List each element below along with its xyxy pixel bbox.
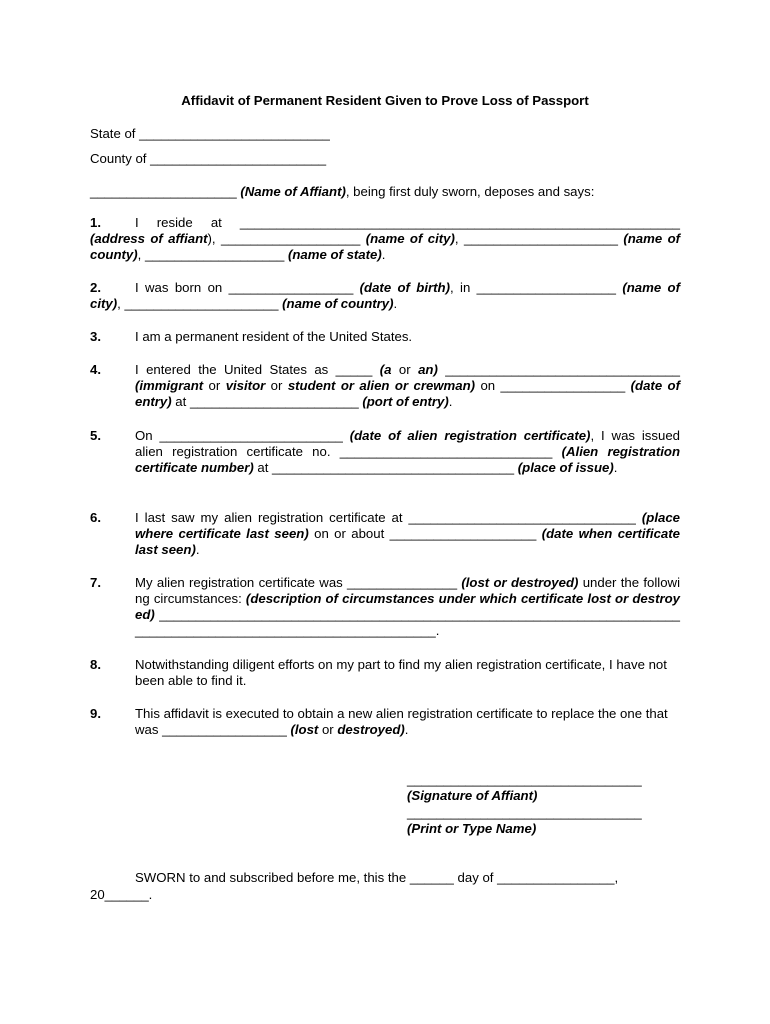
item-text-segment: or xyxy=(203,378,226,393)
item-text-segment: or xyxy=(391,362,419,377)
item-4-text xyxy=(135,362,680,410)
affiant-name-label: (Name of Affiant) xyxy=(240,184,346,199)
item-text-segment: under the following circumstances: xyxy=(135,575,681,606)
item-2-text xyxy=(90,280,680,312)
item-3-text xyxy=(135,329,680,345)
field-label: (date when certificate last seen) xyxy=(135,526,680,557)
item-9-text xyxy=(135,706,680,738)
item-number: 9. xyxy=(90,706,101,721)
field-label: (date of birth) xyxy=(359,280,450,295)
field-label: (port of entry) xyxy=(362,394,449,409)
field-label: destroyed) xyxy=(337,722,405,737)
county-line: County of ________________________ xyxy=(90,151,327,166)
item-text-segment: I am a permanent resident of the United States. xyxy=(135,329,413,344)
item-text-segment: . xyxy=(448,394,453,409)
item-text-segment: . xyxy=(393,296,398,311)
item-1-text xyxy=(90,215,680,263)
item-number: 1. xyxy=(90,215,101,230)
affiant-name-blank: ____________________ xyxy=(90,184,241,199)
item-text-segment: ________________________________________________________________________________________________________________. xyxy=(135,607,680,638)
item-number: 7. xyxy=(90,575,101,590)
field-label: (name of state) xyxy=(287,247,382,262)
item-text-segment: My alien registration certificate was _______________ xyxy=(135,575,462,590)
item-text-segment: or xyxy=(265,378,288,393)
item-text-segment: Notwithstanding diligent efforts on my part to find my alien registration certificate, I have not been able to find it. xyxy=(135,657,667,688)
item-text-segment: . xyxy=(381,247,386,262)
item-text-segment: On _________________________ xyxy=(135,428,350,443)
intro-text: , being first duly sworn, deposes and says: xyxy=(345,184,595,199)
item-number: 2. xyxy=(90,280,101,295)
field-label: (immigrant xyxy=(135,378,204,393)
item-text-segment: ), ___________________ xyxy=(207,231,366,246)
item-text-segment: , ___________________ xyxy=(137,247,288,262)
field-label: student or alien or crewman) xyxy=(287,378,476,393)
item-8-text xyxy=(135,657,680,689)
field-label: (Alien registration certificate number) xyxy=(135,444,680,475)
field-label: (lost xyxy=(290,722,319,737)
field-label: (name of county) xyxy=(90,231,681,262)
print-name-line: ________________________________ xyxy=(407,805,642,820)
item-text-segment: . xyxy=(404,722,409,737)
item-text-segment: , _____________________ xyxy=(454,231,624,246)
item-text-segment: , I was issued alien registration certificate no. _____________________________ xyxy=(135,428,680,459)
item-text-segment: This affidavit is executed to obtain a new alien registration certificate to replace the one that was _________________ xyxy=(135,706,668,737)
item-text-segment: ________________________________ xyxy=(437,362,680,377)
item-text-segment: I last saw my alien registration certificate at _______________________________ xyxy=(135,510,642,525)
item-text-segment: at _________________________________ xyxy=(253,460,518,475)
field-label: visitor xyxy=(225,378,266,393)
field-label: (name of country) xyxy=(282,296,394,311)
field-label: (place of issue) xyxy=(517,460,614,475)
item-text-segment: on or about ____________________ xyxy=(308,526,542,541)
item-number: 3. xyxy=(90,329,101,344)
item-text-segment: I entered the United States as _____ xyxy=(135,362,380,377)
field-label: (place where certificate last seen) xyxy=(135,510,680,541)
field-label: (date of entry) xyxy=(135,378,681,409)
item-text-segment: . xyxy=(195,542,200,557)
sworn-statement: SWORN to and subscribed before me, this the ______ day of ________________, xyxy=(135,870,619,885)
signature-label: (Signature of Affiant) xyxy=(407,788,538,803)
document-title: Affidavit of Permanent Resident Given to Prove Loss of Passport xyxy=(181,93,589,108)
sworn-year: 20______. xyxy=(90,887,153,902)
item-5-text xyxy=(135,428,680,476)
item-6-text xyxy=(135,510,680,558)
field-label: (description of circumstances under which certificate lost or destroyed) xyxy=(135,591,680,622)
field-label: (date of alien registration certificate) xyxy=(349,428,591,443)
signature-line: ________________________________ xyxy=(407,772,642,787)
item-number: 6. xyxy=(90,510,101,525)
field-label: (name of city) xyxy=(90,280,680,311)
field-label: (address of affiant xyxy=(90,231,208,246)
print-name-label: (Print or Type Name) xyxy=(407,821,537,836)
intro-statement xyxy=(90,184,594,200)
item-text-segment: , _____________________ xyxy=(117,296,283,311)
state-line: State of __________________________ xyxy=(90,126,330,141)
item-text-segment: I was born on _________________ xyxy=(135,280,360,295)
item-text-segment: at _______________________ xyxy=(171,394,363,409)
field-label: (name of city) xyxy=(365,231,455,246)
item-text-segment: or xyxy=(318,722,338,737)
item-7-text xyxy=(135,575,680,639)
item-number: 5. xyxy=(90,428,101,443)
item-text-segment: , in ___________________ xyxy=(450,280,623,295)
field-label: (lost or destroyed) xyxy=(461,575,579,590)
item-text-segment: on _________________ xyxy=(475,378,631,393)
item-number: 4. xyxy=(90,362,101,377)
item-number: 8. xyxy=(90,657,101,672)
item-text-segment: . xyxy=(613,460,618,475)
field-label: an) xyxy=(418,362,438,377)
field-label: (a xyxy=(379,362,392,377)
item-text-segment: I reside at ____________________________________________________________ xyxy=(135,215,680,230)
